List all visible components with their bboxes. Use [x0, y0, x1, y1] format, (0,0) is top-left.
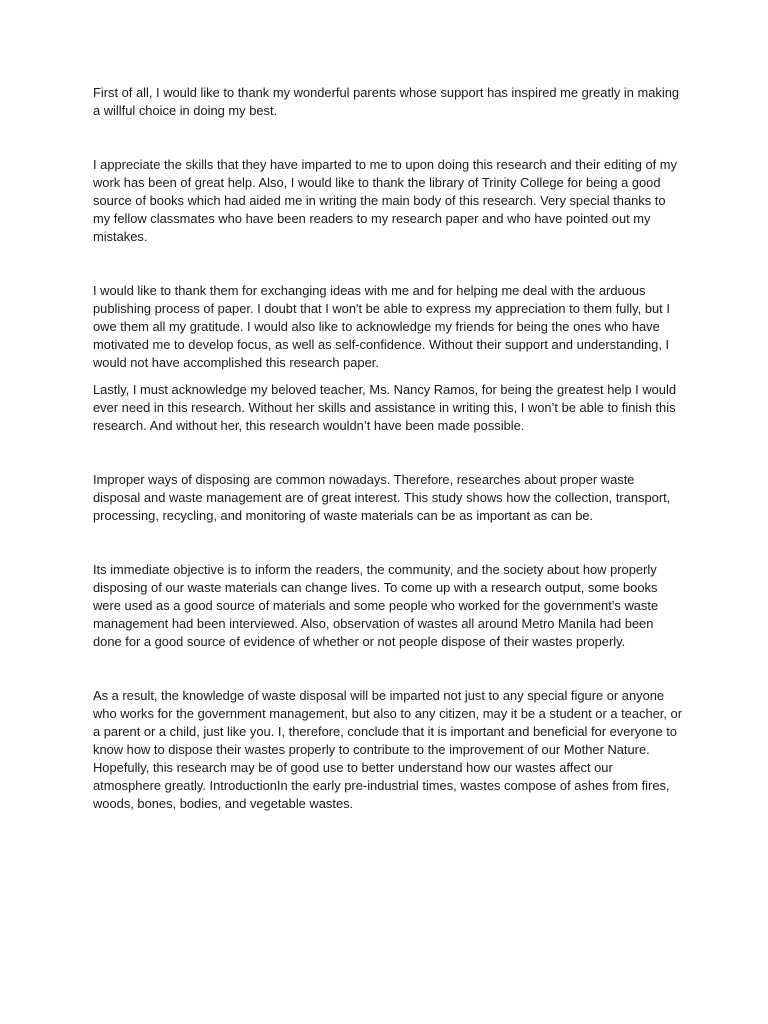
paragraph-objective: Its immediate objective is to inform the readers, the community, and the society about how properly disposing of our waste materials can change lives. To come up with a research output, some books were used as a good source of materials and some people who worked for the government’s waste management had been interviewed. Also, observation of wastes all around Metro Manila had been done for a good source of evidence of whether or not people dispose of their wastes properly.: [93, 562, 659, 649]
paragraph-parents-thanks: First of all, I would like to thank my wonderful parents whose support has inspired me greatly in making a willful choice in doing my best.: [93, 85, 680, 118]
paragraph-skills-library: I appreciate the skills that they have imparted to me to upon doing this research and their editing of my work has been of great help. Also, I would like to thank the library of Trinity College for being a good source of books which had aided me in writing the main body of this research. Very special thanks to my fellow classmates who have been readers to my research paper and who have pointed out my mistakes.: [93, 157, 677, 244]
paragraph-teacher-thanks: Lastly, I must acknowledge my beloved teacher, Ms. Nancy Ramos, for being the greatest help I would ever need in this research. Without her skills and assistance in writing this, I won’t be able to finish this research. And without her, this research wouldn’t have been made possible.: [93, 382, 676, 433]
paragraph-conclusion: As a result, the knowledge of waste disposal will be imparted not just to any special figure or anyone who works for the government management, but also to any citizen, may it be a student or a teacher, or a parent or a child, just like you. I, therefore, conclude that it is important and beneficial for everyone to know how to dispose their wastes properly to contribute to the improvement of our Mother Nature. Hopefully, this research may be of good use to better understand how our wastes affect our atmosphere greatly. IntroductionIn the early pre-industrial times, wastes compose of ashes from fires, woods, bones, bodies, and vegetable wastes.: [93, 688, 682, 811]
paragraph-waste-intro: Improper ways of disposing are common nowadays. Therefore, researches about proper waste disposal and waste management are of great interest. This study shows how the collection, transport, processing, recycling, and monitoring of waste materials can be as important as can be.: [93, 472, 671, 523]
document-body: [93, 84, 683, 813]
paragraph-friends-thanks: I would like to thank them for exchanging ideas with me and for helping me deal with the arduous publishing process of paper. I doubt that I won't be able to express my appreciation to them fully, but I owe them all my gratitude. I would also like to acknowledge my friends for being the ones who have motivated me to develop focus, as well as self-confidence. Without their support and understanding, I would not have accomplished this research paper.: [93, 283, 670, 370]
